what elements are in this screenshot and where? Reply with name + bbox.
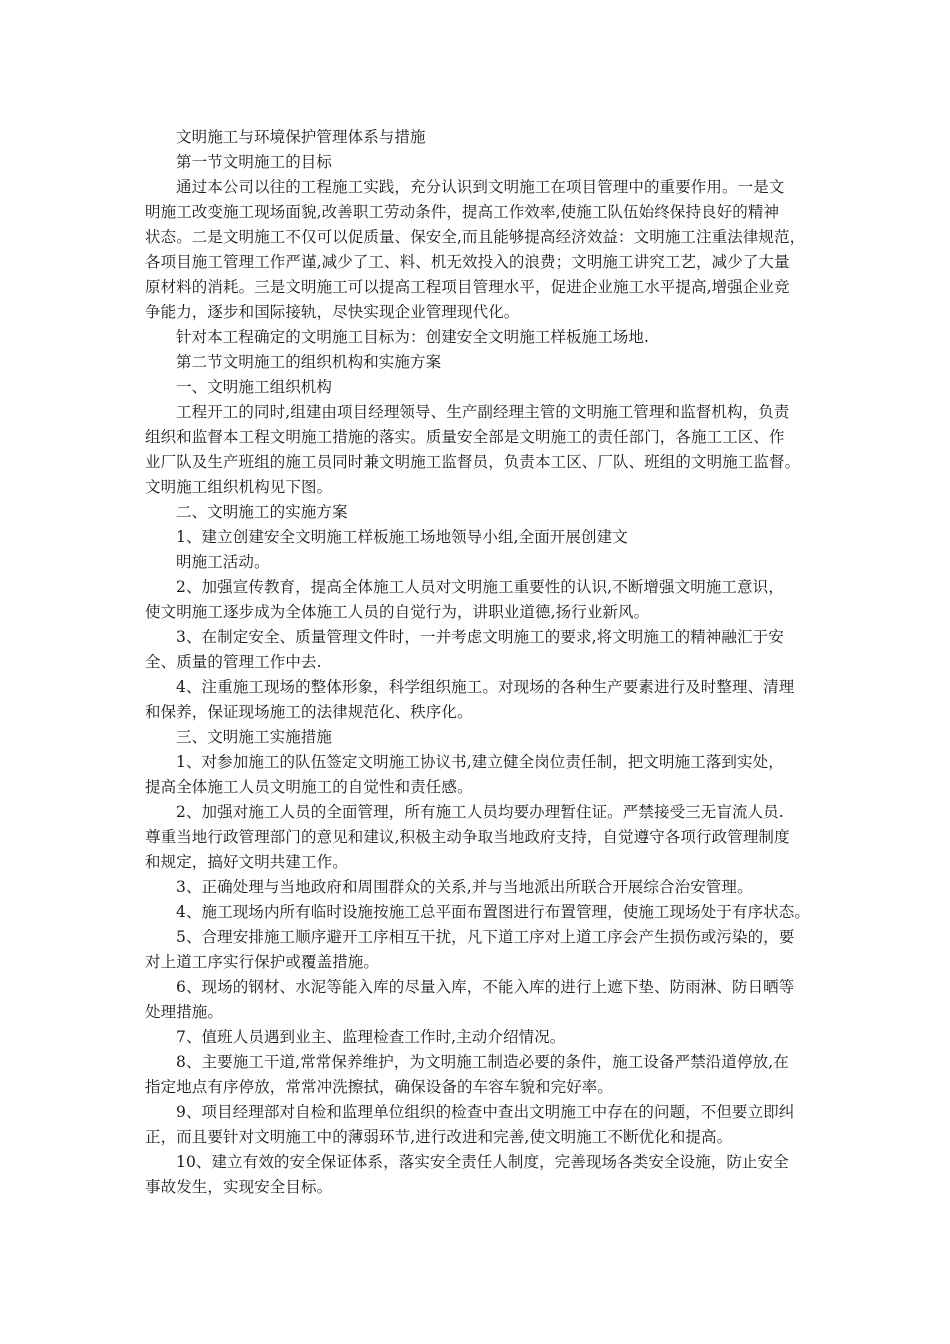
list-item: 对上道工序实行保护或覆盖措施。 — [145, 953, 380, 971]
list-item: 5、合理安排施工顺序避开工序相互干扰，凡下道工序对上道工序会产生损伤或污染的，要 — [176, 928, 795, 946]
list-item: 2、加强对施工人员的全面管理，所有施工人员均要办理暂住证。严禁接受三无盲流人员. — [176, 803, 784, 821]
section2-heading: 第二节文明施工的组织机构和实施方案 — [176, 353, 442, 371]
paragraph-line: 状态。二是文明施工不仅可以促质量、保安全,而且能够提高经济效益：文明施工注重法律规范， — [145, 228, 806, 246]
list-item: 明施工活动。 — [176, 553, 270, 571]
list-item: 全、质量的管理工作中去. — [145, 653, 322, 671]
list-item: 尊重当地行政管理部门的意见和建议,积极主动争取当地政府支持，自觉遵守各项行政管理制度 — [145, 828, 790, 846]
document-title: 文明施工与环境保护管理体系与措施 — [176, 128, 426, 146]
paragraph-line: 针对本工程确定的文明施工目标为：创建安全文明施工样板施工场地. — [176, 328, 650, 346]
list-item: 1、对参加施工的队伍签定文明施工协议书,建立健全岗位责任制，把文明施工落到实处， — [176, 753, 784, 771]
paragraph-line: 原材料的消耗。三是文明施工可以提高工程项目管理水平，促进企业施工水平提高,增强企业竞 — [145, 278, 790, 296]
list-item: 7、值班人员遇到业主、监理检查工作时,主动介绍情况。 — [176, 1028, 566, 1046]
list-item: 4、施工现场内所有临时设施按施工总平面布置图进行布置管理，使施工现场处于有序状态。 — [176, 903, 810, 921]
list-item: 指定地点有序停放，常常冲洗擦拭，确保设备的车容车貌和完好率。 — [145, 1078, 614, 1096]
list-item: 10、建立有效的安全保证体系，落实安全责任人制度，完善现场各类安全设施，防止安全 — [176, 1153, 789, 1171]
paragraph-line: 文明施工组织机构见下图。 — [145, 478, 333, 496]
list-item: 和保养，保证现场施工的法律规范化、秩序化。 — [145, 703, 473, 721]
list-item: 提高全体施工人员文明施工的自觉性和责任感。 — [145, 778, 473, 796]
subsection-heading: 一、文明施工组织机构 — [176, 378, 333, 396]
list-item: 6、现场的钢材、水泥等能入库的尽量入库，不能入库的进行上遮下垫、防雨淋、防日晒等 — [176, 978, 795, 996]
paragraph-line: 明施工改变施工现场面貌,改善职工劳动条件，提高工作效率,使施工队伍始终保持良好的精神 — [145, 203, 780, 221]
list-item: 事故发生，实现安全目标。 — [145, 1178, 333, 1196]
list-item: 使文明施工逐步成为全体施工人员的自觉行为，讲职业道德,扬行业新风。 — [145, 603, 650, 621]
paragraph-line: 组织和监督本工程文明施工措施的落实。质量安全部是文明施工的责任部门，各施工工区、作 — [145, 428, 785, 446]
list-item: 1、建立创建安全文明施工样板施工场地领导小组,全面开展创建文 — [176, 528, 628, 546]
list-item: 8、主要施工干道,常常保养维护，为文明施工制造必要的条件，施工设备严禁沿道停放,在 — [176, 1053, 789, 1071]
paragraph-line: 工程开工的同时,组建由项目经理领导、生产副经理主管的文明施工管理和监督机构，负责 — [176, 403, 790, 421]
list-item: 处理措施。 — [145, 1003, 224, 1021]
paragraph-line: 争能力，逐步和国际接轨，尽快实现企业管理现代化。 — [145, 303, 520, 321]
list-item: 正，而且要针对文明施工中的薄弱环节,进行改进和完善,使文明施工不断优化和提高。 — [145, 1128, 733, 1146]
section1-heading: 第一节文明施工的目标 — [176, 153, 333, 171]
subsection-heading: 三、文明施工实施措施 — [176, 728, 333, 746]
paragraph-line: 各项目施工管理工作严谨,减少了工、料、机无效投入的浪费；文明施工讲究工艺，减少了大量 — [145, 253, 790, 271]
paragraph-line: 通过本公司以往的工程施工实践，充分认识到文明施工在项目管理中的重要作用。一是文 — [176, 178, 785, 196]
list-item: 和规定，搞好文明共建工作。 — [145, 853, 348, 871]
list-item: 3、正确处理与当地政府和周围群众的关系,并与当地派出所联合开展综合治安管理。 — [176, 878, 753, 896]
list-item: 2、加强宣传教育，提高全体施工人员对文明施工重要性的认识,不断增强文明施工意识， — [176, 578, 784, 596]
paragraph-line: 业厂队及生产班组的施工员同时兼文明施工监督员，负责本工区、厂队、班组的文明施工监督。 — [145, 453, 801, 471]
subsection-heading: 二、文明施工的实施方案 — [176, 503, 348, 521]
list-item: 3、在制定安全、质量管理文件时，一并考虑文明施工的要求,将文明施工的精神融汇于安 — [176, 628, 784, 646]
list-item: 4、注重施工现场的整体形象，科学组织施工。对现场的各种生产要素进行及时整理、清理 — [176, 678, 795, 696]
list-item: 9、项目经理部对自检和监理单位组织的检查中查出文明施工中存在的问题，不但要立即纠 — [176, 1103, 795, 1121]
